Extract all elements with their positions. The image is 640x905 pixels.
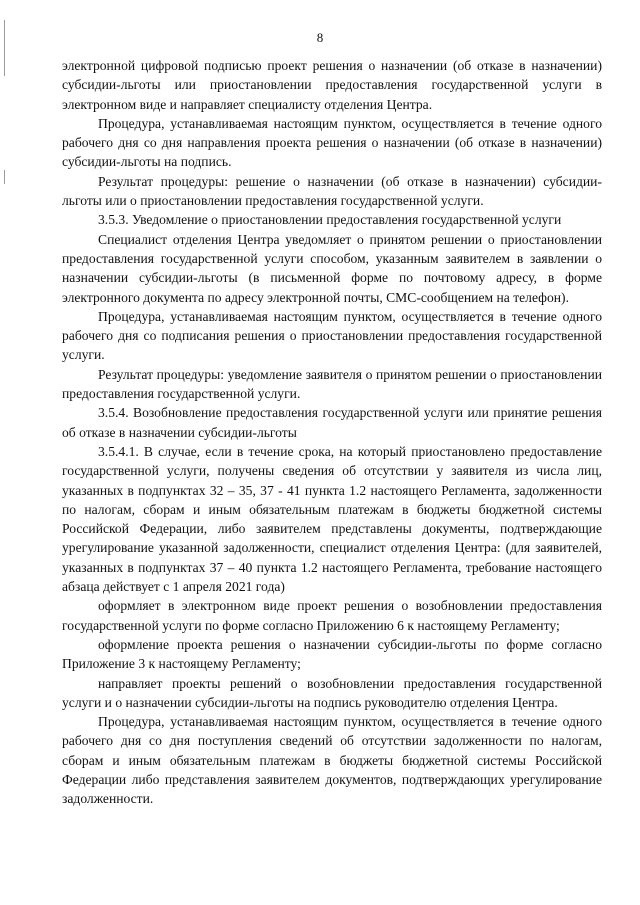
- paragraph: 3.5.3. Уведомление о приостановлении предоставления государственной услуги: [98, 212, 562, 228]
- scan-margin-mark: [4, 170, 5, 184]
- page-number: 8: [316, 30, 324, 45]
- paragraph: оформление проекта решения о назначении субсидии-льготы по форме согласно Приложение 3 к настоящему Регламенту;: [62, 636, 602, 672]
- paragraph: направляет проекты решений о возобновлении предоставления государственной услуги и о назначении субсидии-льготы на подпись руководителю отделения Центра.: [62, 675, 602, 710]
- paragraph: Специалист отделения Центра уведомляет о принятом решении о приостановлении предоставления государственной услуги способом, указанным заявителем в заявлении о назначении субсидии-льготы (в письменной форме по почтовому адресу, в форме электронного документа по адресу электронной почты, СМС-сообщением на телефон).: [62, 231, 602, 305]
- scan-margin-mark: [4, 20, 5, 76]
- paragraph: Процедура, устанавливаемая настоящим пунктом, осуществляется в течение одного рабочего дня со дня направления проекта решения о назначении (об отказе в назначении) субсидии-льготы на подпись.: [62, 115, 602, 170]
- paragraph: Результат процедуры: решение о назначении (об отказе в назначении) субсидии-льготы или о приостановлении предоставления государственной услуги.: [62, 173, 602, 209]
- paragraph: Процедура, устанавливаемая настоящим пунктом, осуществляется в течение одного рабочего дня со подписания решения о приостановлении предоставления государственной услуги.: [62, 308, 602, 363]
- paragraph: электронной цифровой подписью проект решения о назначении (об отказе в назначении) субсидии-льготы или приостановлении предоставления государственной услуги в электронном виде и направляет специалисту отделения Центра.: [62, 58, 602, 112]
- paragraph: Результат процедуры: уведомление заявителя о принятом решении о приостановлении предоставления государственной услуги.: [62, 366, 602, 402]
- paragraph: 3.5.4.1. В случае, если в течение срока, на который приостановлено предоставление государственной услуги, получены сведения об отсутствии у заявителя из числа лиц, указанных в подпунктах 32 – 35, 37 - 41 пункта 1.2 настоящего Регламента, задолженности по налогам, сборам и иным обязательным платежам в бюджеты бюджетной системы Российской Федерации, либо заявителем представлены документы, подтверждающие урегулирование указанной задолженности, специалист отделения Центра: (для заявителей, указанных в подпунктах 37 – 40 пункта 1.2 настоящего Регламента, требование настоящего абзаца действует с 1 апреля 2021 года): [62, 443, 602, 595]
- paragraph: оформляет в электронном виде проект решения о возобновлении предоставления государственной услуги по форме согласно Приложению 6 к настоящему Регламенту;: [62, 598, 602, 633]
- paragraph: 3.5.4. Возобновление предоставления государственной услуги или принятие решения об отказе в назначении субсидии-льготы: [62, 405, 602, 440]
- paragraph: Процедура, устанавливаемая настоящим пунктом, осуществляется в течение одного рабочего дня со дня поступления сведений об отсутствии задолженности по налогам, сборам и иным обязательным платежам в бюджеты бюджетной системы Российской Федерации либо представления заявителем документов, подтверждающих урегулирование задолженности.: [62, 714, 602, 807]
- document-body: [62, 56, 602, 809]
